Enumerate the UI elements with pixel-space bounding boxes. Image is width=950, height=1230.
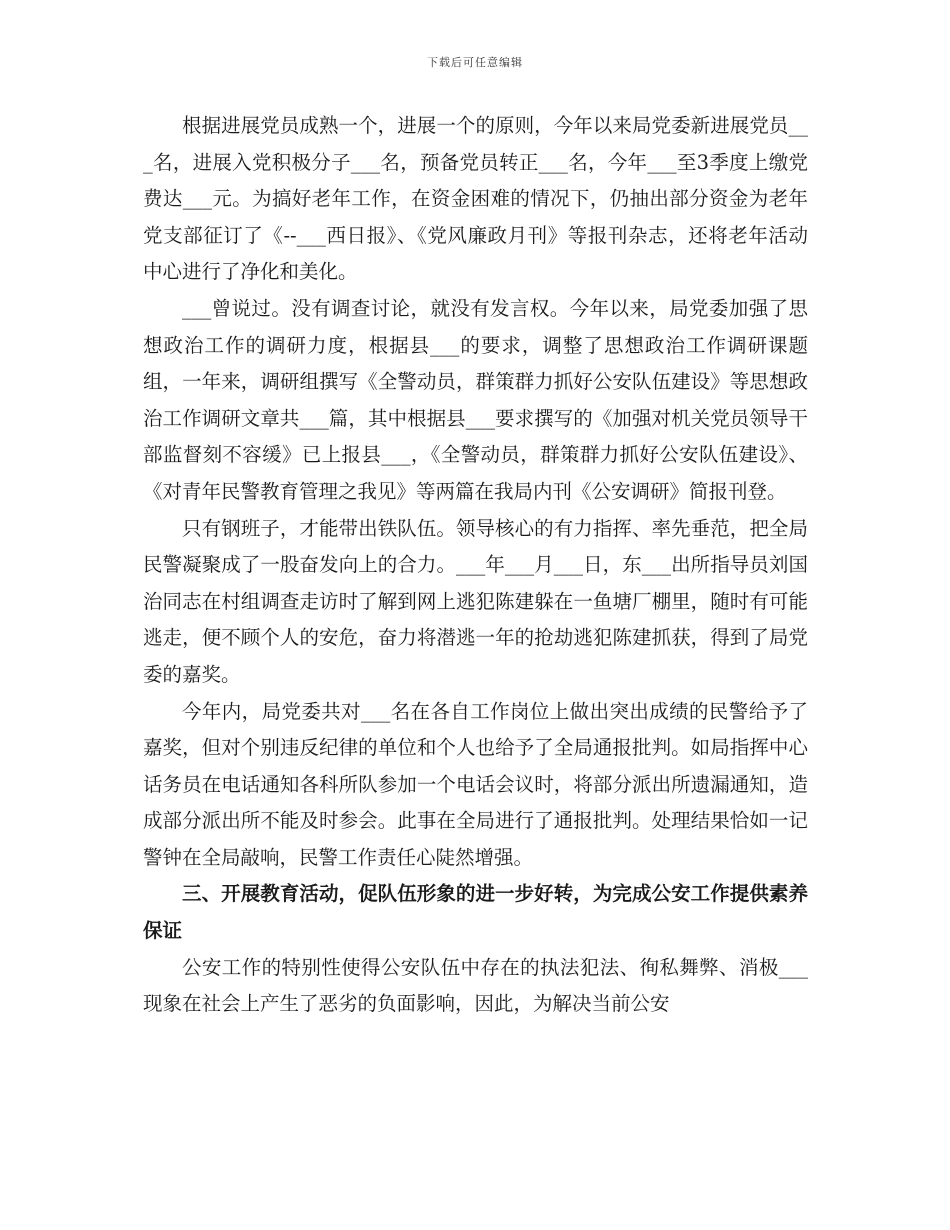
paragraph-research: ___曾说过。没有调查讨论，就没有发言权。今年以来，局党委加强了思想政治工作的调研力度，根据县___的要求，调整了思想政治工作调研课题组，一年来，调研组撰写《全警动员，群策群力抓好公安队伍建设》等思想政治工作调研文章共___篇，其中根据县___要求撰写的《加强对机关党员领导干部监督刻不容缓》已上报县___，《全警动员，群策群力抓好公安队伍建设》、《对青年民警教育管理之我见》等两篇在我局内刊《公安调研》简报刊登。: [143, 296, 808, 503]
section-heading: 三、开展教育活动，促队伍形象的进一步好转，为完成公安工作提供素养保证: [143, 882, 808, 943]
page-header: 下载后可任意编辑: [427, 56, 523, 69]
paragraph-education: 公安工作的特别性使得公安队伍中存在的执法犯法、徇私舞弊、消极___现象在社会上产生了恶劣的负面影响，因此，为解决当前公安: [143, 955, 808, 1016]
paragraph-party-members: 根据进展党员成熟一个，进展一个的原则，今年以来局党委新进展党员___名，进展入党积极分子___名，预备党员转正___名，今年___至3季度上缴党费达___元。为搞好老年工作，在资金困难的情况下，仍抽出部分资金为老年党支部征订了《--___西日报》、《党风廉政月刊》等报刊杂志，还将老年活动中心进行了净化和美化。: [143, 114, 808, 284]
paragraph-commendation: 今年内，局党委共对___名在各自工作岗位上做出突出成绩的民警给予了嘉奖，但对个别违反纪律的单位和个人也给予了全局通报批判。如局指挥中心话务员在电话通知各科所队参加一个电话会议时，将部分派出所遗漏通知，造成部分派出所不能及时参会。此事在全局进行了通报批判。处理结果恰如一记警钟在全局敲响，民警工作责任心陡然增强。: [143, 699, 808, 869]
paragraph-leadership: 只有钢班子，才能带出铁队伍。领导核心的有力指挥、率先垂范，把全局民警凝聚成了一股奋发向上的合力。___年___月___日，东___出所指导员刘国治同志在村组调查走访时了解到网上逃犯陈建躲在一鱼塘厂棚里，随时有可能逃走，便不顾个人的安危，奋力将潜逃一年的抢劫逃犯陈建抓获，得到了局党委的嘉奖。: [143, 516, 808, 686]
document-body: [143, 108, 808, 1023]
